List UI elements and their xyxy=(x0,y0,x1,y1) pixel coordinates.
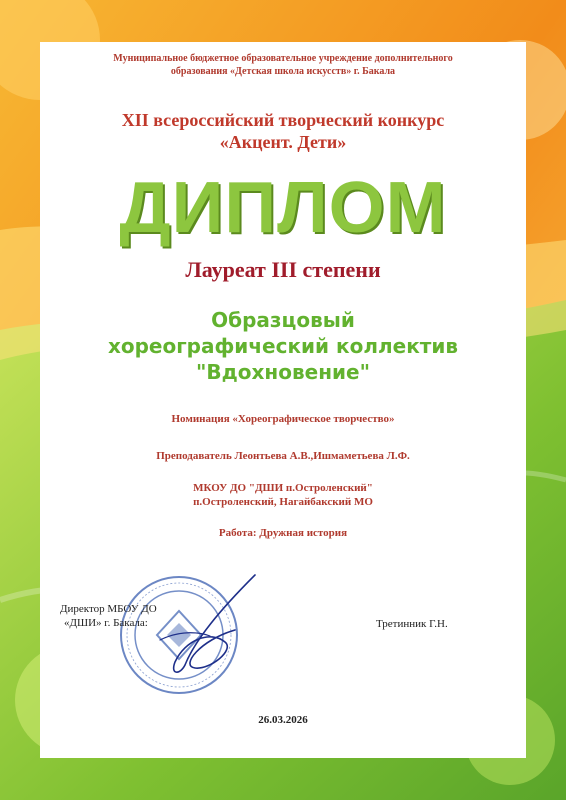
contest-line-2: «Акцент. Дети» xyxy=(219,132,347,152)
director-label xyxy=(60,602,180,630)
school-line-1: МКОУ ДО "ДШИ п.Остроленский" xyxy=(193,482,373,494)
diploma-title: ДИПЛОМ xyxy=(119,168,447,248)
participant-line-2: хореографический коллектив xyxy=(107,334,459,358)
school-line-2: п.Остроленский, Нагайбакский МО xyxy=(193,496,373,508)
participant-name xyxy=(40,307,526,385)
director-line-1: Директор МБОУ ДО xyxy=(60,603,157,615)
organization-line-1: Муниципальное бюджетное образовательное учреждение дополнительного xyxy=(113,53,453,64)
participant-line-1: Образцовый xyxy=(211,308,355,332)
work-title: Работа: Дружная история xyxy=(218,527,348,539)
teacher-text: Преподаватель Леонтьева А.В.,Ишмаметьева Л.Ф. xyxy=(156,450,410,462)
organization-header xyxy=(40,52,526,78)
organization-line-2: образования «Детская школа искусств» г. Бакала xyxy=(170,66,396,77)
school-info xyxy=(40,481,526,509)
nomination-text: Номинация «Хореографическое творчество» xyxy=(171,413,395,425)
award-level: Лауреат III степени xyxy=(185,257,381,282)
issue-date: 26.03.2026 xyxy=(258,714,308,726)
director-line-2: «ДШИ» г. Бакала: xyxy=(64,617,148,629)
signer-name: Третинник Г.Н. xyxy=(376,618,448,630)
contest-line-1: XII всероссийский творческий конкурс xyxy=(121,110,445,130)
participant-line-3: "Вдохновение" xyxy=(195,360,371,384)
contest-title xyxy=(40,109,526,153)
